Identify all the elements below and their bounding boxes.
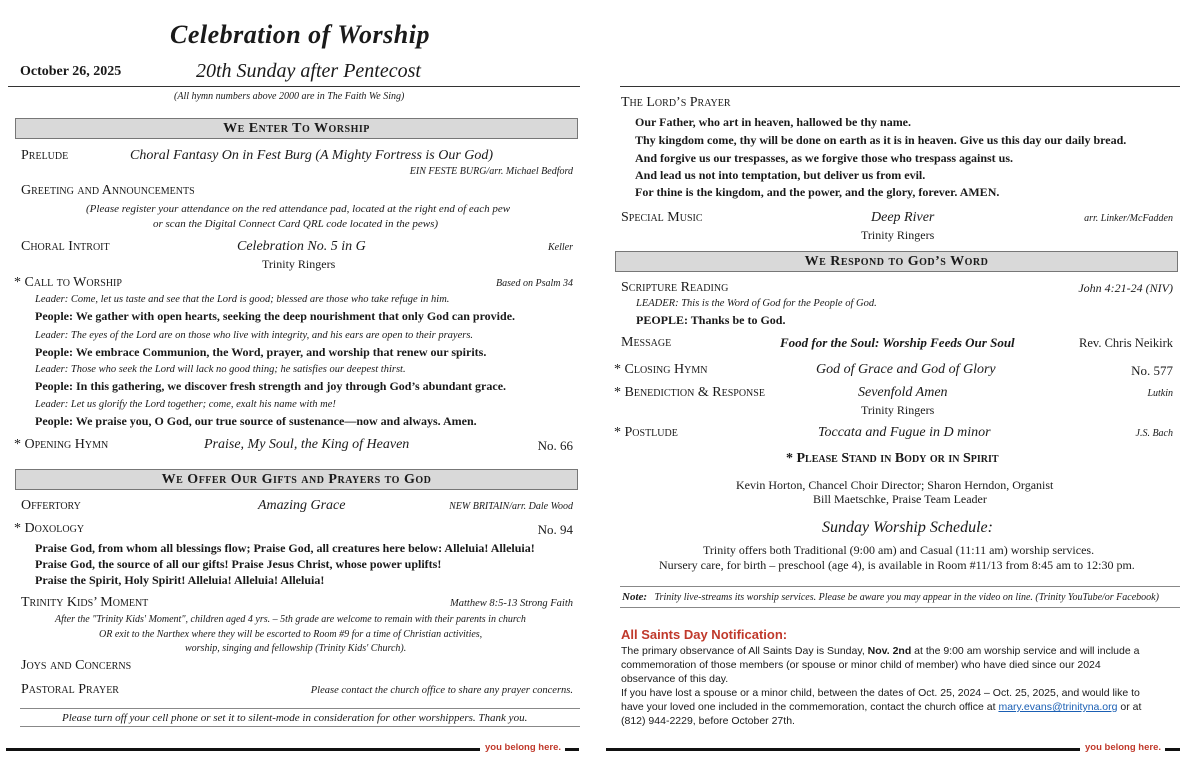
footer-rule-left-tail — [565, 748, 579, 751]
call-to-worship-credit: Based on Psalm 34 — [496, 278, 573, 289]
livestream-note — [622, 591, 1159, 603]
all-saints-line-5a: have your loved one included in the commemoration, contact the church office at — [621, 701, 999, 713]
footer-rule-right — [606, 748, 1080, 751]
leader-line-1: Leader: Come, let us taste and see that the Lord is good; blessed are those who take refuge in him. — [35, 294, 450, 305]
footer-rule-left — [6, 748, 480, 751]
opening-hymn-number: No. 66 — [537, 438, 573, 453]
prelude-piece: Choral Fantasy On in Fest Burg (A Mighty Fortress is Our God) — [130, 148, 494, 163]
doxology-line-1: Praise God, from whom all blessings flow; Praise God, all creatures here below: Alleluia! Alleluia! — [35, 541, 535, 555]
section-header-enter: We Enter To Worship — [15, 118, 578, 139]
opening-hymn-piece: Praise, My Soul, the King of Heaven — [204, 437, 410, 452]
all-saints-line-2: commemoration of those members (or spouse or minor child of member) who have died since our 2024 — [621, 659, 1101, 671]
benediction-performer: Trinity Ringers — [861, 403, 935, 417]
kids-note-3: worship, singing and fellowship (Trinity Kids' Church). — [185, 643, 407, 654]
scripture-leader: LEADER: This is the Word of God for the People of God. — [636, 298, 877, 309]
schedule-line-2: Nursery care, for birth – preschool (age 4), is available in Room #11/13 from 8:45 am to 12:30 pm. — [659, 558, 1135, 572]
doxology-line-2: Praise God, the source of all our gifts! Praise Jesus Christ, whose power uplifts! — [35, 557, 442, 571]
phone-note-rule-top — [20, 708, 580, 709]
closing-hymn-number: No. 577 — [1131, 363, 1173, 378]
all-saints-date: Nov. 2nd — [867, 645, 912, 657]
section-header-offer: We Offer Our Gifts and Prayers to God — [15, 469, 578, 490]
benediction-piece: Sevenfold Amen — [858, 385, 948, 400]
lords-prayer-label: The Lord’s Prayer — [621, 95, 731, 110]
people-line-3: People: In this gathering, we discover fresh strength and joy through God’s abundant grace. — [35, 379, 507, 393]
message-label: Message — [621, 335, 672, 350]
special-music-label: Special Music — [621, 210, 703, 225]
all-saints-line-5c: or at — [1117, 701, 1142, 713]
all-saints-line-1c: at the 9:00 am worship service and will include a — [911, 645, 1140, 657]
hymn-note: (All hymn numbers above 2000 are in The Faith We Sing) — [174, 91, 405, 102]
prelude-label: Prelude — [21, 148, 69, 163]
choral-introit-performer: Trinity Ringers — [262, 257, 336, 271]
phone-note: Please turn off your cell phone or set it to silent-mode in consideration for other worshippers. Thank you. — [62, 712, 528, 724]
scripture-ref: John 4:21-24 (NIV) — [1078, 281, 1173, 295]
all-saints-line-1a: The primary observance of All Saints Day is Sunday, — [621, 645, 868, 657]
livestream-rule-top — [620, 586, 1180, 587]
offertory-label: Offertory — [21, 498, 81, 513]
livestream-note-label: Note: — [622, 591, 648, 603]
offertory-piece: Amazing Grace — [258, 498, 346, 513]
message-title: Food for the Soul: Worship Feeds Our Soul — [780, 335, 1015, 350]
postlude-credit: J.S. Bach — [1135, 428, 1173, 439]
lords-prayer-line-4: And lead us not into temptation, but deliver us from evil. — [635, 168, 926, 182]
all-saints-title: All Saints Day Notification: — [621, 627, 788, 642]
livestream-rule-bottom — [620, 607, 1180, 608]
right-header-rule — [620, 86, 1180, 87]
service-date: October 26, 2025 — [20, 64, 122, 79]
phone-note-rule-bottom — [20, 726, 580, 727]
service-subtitle: 20th Sunday after Pentecost — [196, 60, 421, 82]
livestream-note-text: Trinity live-streams its worship services. Please be aware you may appear in the video on line. (Trinity YouTube/or Facebook) — [654, 592, 1159, 603]
kids-note-2: OR exit to the Narthex where they will be escorted to Room #9 for a time of Christian activities, — [99, 629, 483, 640]
schedule-title: Sunday Worship Schedule: — [822, 519, 993, 536]
kids-note-1: After the "Trinity Kids' Moment", children aged 4 yrs. – 5th grade are welcome to remain with their parents in church — [55, 614, 526, 625]
opening-hymn-label: * Opening Hymn — [14, 437, 109, 452]
doxology-number: No. 94 — [537, 522, 573, 537]
message-speaker: Rev. Chris Neikirk — [1079, 336, 1173, 350]
lords-prayer-line-3: And forgive us our trespasses, as we forgive those who trespass against us. — [635, 151, 1014, 165]
people-line-2: People: We embrace Communion, the Word, prayer, and worship that renew our spirits. — [35, 345, 487, 359]
all-saints-line-3: observance of this day. — [621, 673, 729, 685]
lords-prayer-line-1: Our Father, who art in heaven, hallowed be thy name. — [635, 115, 912, 129]
greeting-label: Greeting and Announcements — [21, 183, 195, 198]
staff-line-1: Kevin Horton, Chancel Choir Director; Sharon Herndon, Organist — [736, 478, 1054, 492]
prelude-credit: EIN FESTE BURG/arr. Michael Bedford — [409, 166, 573, 177]
lords-prayer-line-2: Thy kingdom come, thy will be done on earth as it is in heaven. Give us this day our daily bread. — [635, 133, 1127, 147]
special-music-performer: Trinity Ringers — [861, 228, 935, 242]
tagline-right: you belong here. — [1085, 742, 1162, 753]
offertory-credit: NEW BRITAIN/arr. Dale Wood — [449, 501, 573, 512]
kids-moment-label: Trinity Kids’ Moment — [21, 595, 149, 610]
all-saints-line-4: If you have lost a spouse or a minor child, between the dates of Oct. 25, 2024 – Oct. 25, 2025, and would like to — [621, 687, 1140, 699]
greeting-note-1: (Please register your attendance on the red attendance pad, located at the right end of each pew — [86, 203, 511, 215]
benediction-label: * Benediction & Response — [614, 385, 765, 400]
people-line-1: People: We gather with open hearts, seeking the deep nourishment that only God can provide. — [35, 309, 516, 323]
pastoral-prayer-label: Pastoral Prayer — [21, 682, 119, 697]
schedule-line-1: Trinity offers both Traditional (9:00 am) and Casual (11:11 am) worship services. — [703, 543, 1095, 557]
stand-note: * Please Stand in Body or in Spirit — [786, 451, 999, 466]
joys-label: Joys and Concerns — [21, 658, 132, 673]
doxology-line-3: Praise the Spirit, Holy Spirit! Alleluia! Alleluia! Alleluia! — [35, 573, 325, 587]
footer-rule-right-tail — [1165, 748, 1180, 751]
postlude-piece: Toccata and Fugue in D minor — [818, 425, 991, 440]
kids-moment-credit: Matthew 8:5-13 Strong Faith — [450, 598, 573, 609]
scripture-label: Scripture Reading — [621, 280, 729, 295]
contact-email-link[interactable]: mary.evans@trinityna.org — [998, 701, 1118, 713]
special-music-credit: arr. Linker/McFadden — [1084, 213, 1173, 224]
choral-introit-label: Choral Introit — [21, 239, 110, 254]
closing-hymn-label: * Closing Hymn — [614, 362, 708, 377]
leader-line-4: Leader: Let us glorify the Lord together; come, exalt his name with me! — [35, 399, 336, 410]
all-saints-line-1 — [621, 645, 1139, 657]
all-saints-line-6: (812) 944-2229, before October 27th. — [621, 715, 795, 727]
choral-introit-piece: Celebration No. 5 in G — [237, 239, 366, 254]
leader-line-2: Leader: The eyes of the Lord are on those who live with integrity, and his ears are open to their prayers. — [35, 330, 474, 341]
choral-introit-credit: Keller — [548, 242, 573, 253]
tagline-left: you belong here. — [485, 742, 562, 753]
closing-hymn-piece: God of Grace and God of Glory — [816, 362, 996, 377]
call-to-worship-label: * Call to Worship — [14, 275, 122, 290]
special-music-piece: Deep River — [871, 210, 935, 225]
postlude-label: * Postlude — [614, 425, 678, 440]
staff-line-2: Bill Maetschke, Praise Team Leader — [813, 492, 987, 506]
leader-line-3: Leader: Those who seek the Lord will lack no good thing; he satisfies our deepest thirst. — [35, 364, 406, 375]
section-header-respond: We Respond to God’s Word — [615, 251, 1178, 272]
benediction-credit: Lutkin — [1147, 388, 1173, 399]
lords-prayer-line-5: For thine is the kingdom, and the power, and the glory, forever. AMEN. — [635, 185, 1000, 199]
people-line-4: People: We praise you, O God, our true source of sustenance—now and always. Amen. — [35, 414, 477, 428]
doxology-label: * Doxology — [14, 521, 85, 536]
all-saints-line-5 — [621, 701, 1141, 713]
page-title: Celebration of Worship — [170, 20, 430, 49]
header-rule — [8, 86, 580, 87]
greeting-note-2: or scan the Digital Connect Card QRL code located in the pews) — [153, 218, 439, 230]
pastoral-prayer-note: Please contact the church office to share any prayer concerns. — [310, 685, 573, 696]
scripture-people: PEOPLE: Thanks be to God. — [636, 313, 786, 327]
